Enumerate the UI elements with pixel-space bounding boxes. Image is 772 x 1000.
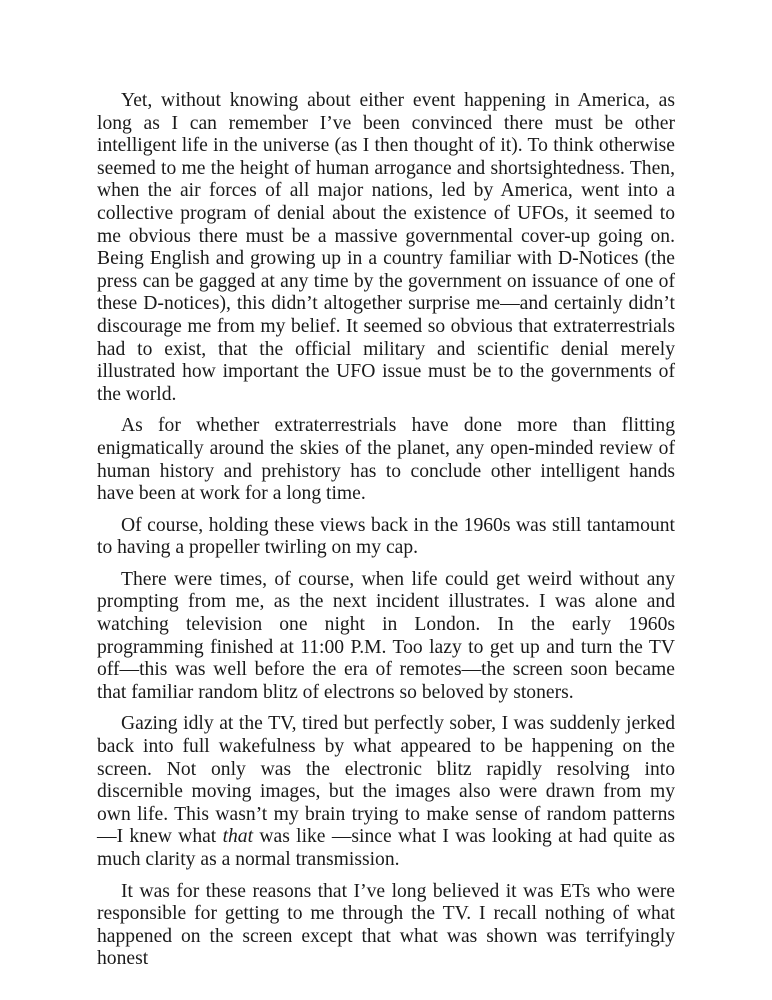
paragraph-6: It was for these reasons that I’ve long believed it was ETs who were responsible for getting to me through the TV. I recall nothing of what happened on the screen except that what was shown was terrifyingly honest [97,880,675,970]
paragraph-5-emphasis: that [222,826,254,848]
paragraph-5 [97,713,675,871]
paragraph-2: As for whether extraterrestrials have done more than flitting enigmatically around the skies of the planet, any open-minded review of human history and prehistory has to conclude other intelligent hands have been at work for a long time. [97,415,675,505]
paragraph-1: Yet, without knowing about either event happening in America, as long as I can remember I’ve been convinced there must be other intelligent life in the universe (as I then thought of it). To think otherwise seemed to me the height of human arrogance and shortsightedness. Then, when the air forces of all major nations, led by America, went into a collective program of denial about the existence of UFOs, it seemed to me obvious there must be a massive governmental cover-up going on. Being English and growing up in a country familiar with D-Notices (the press can be gagged at any time by the government on issuance of one of these D-notices), this didn’t altogether surprise me—and certainly didn’t discourage me from my belief. It seemed so obvious that extraterrestrials had to exist, that the official military and scientific denial merely illustrated how important the UFO issue must be to the governments of the world. [97,90,675,405]
page-body [97,90,675,980]
paragraph-4: There were times, of course, when life could get weird without any prompting from me, as the next incident illustrates. I was alone and watching television one night in London. In the early 1960s programming finished at 11:00 P.M. Too lazy to get up and turn the TV off—this was well before the era of remotes—the screen soon became that familiar random blitz of electrons so beloved by stoners. [97,568,675,703]
paragraph-3: Of course, holding these views back in the 1960s was still tantamount to having a propeller twirling on my cap. [97,514,675,559]
paragraph-5-text-after: was like —since what I was looking at had quite as much clarity as a normal transmission. [97,826,675,870]
paragraph-5-text-before: Gazing idly at the TV, tired but perfectly sober, I was suddenly jerked back into full wakefulness by what appeared to be happening on the screen. Not only was the electronic blitz rapidly resolving into discernible moving images, but the images also were drawn from my own life. This wasn’t my brain trying to make sense of random patterns—I knew what [97,713,675,848]
